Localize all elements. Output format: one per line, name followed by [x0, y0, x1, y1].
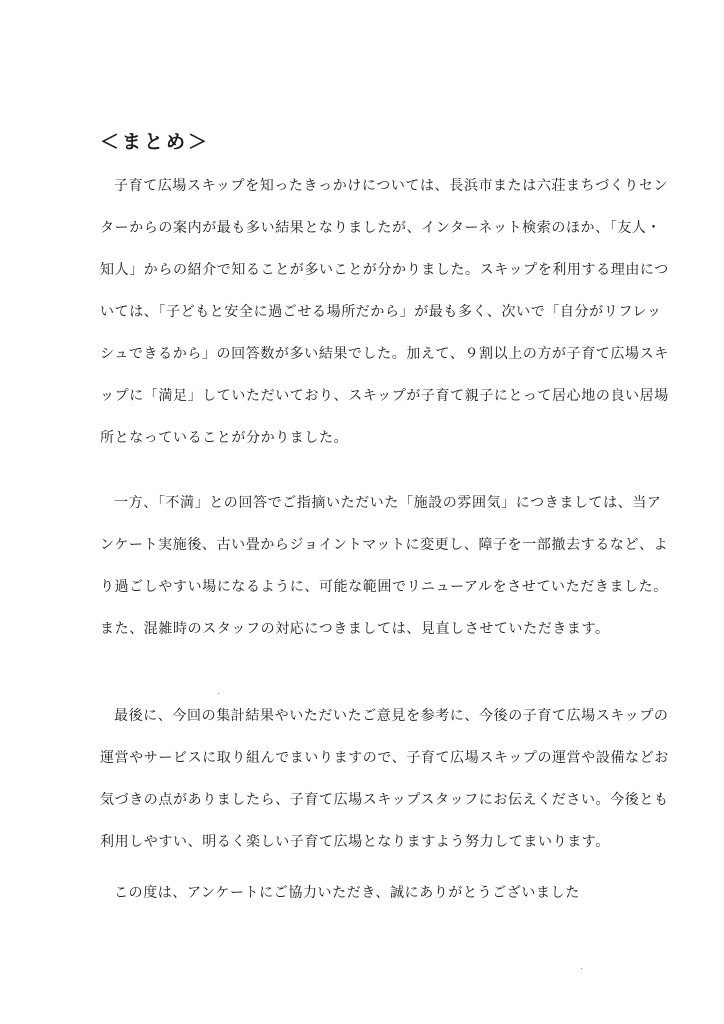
paragraph-line: 利用しやすい、明るく楽しい子育て広場となりますよう努力してまいります。 — [100, 834, 610, 850]
paragraph-line: ンケート実施後、古い畳からジョイントマットに変更し、障子を一部撤去するなど、よ — [100, 537, 669, 553]
paragraph-line: 所となっていることが分かりました。 — [100, 430, 349, 446]
paragraph-line: シュできるから」の回答数が多い結果でした。加えて、９割以上の方が子育て広場スキ — [100, 346, 669, 362]
scan-speck — [581, 968, 582, 969]
section-heading: ＜まとめ＞ — [100, 131, 211, 153]
paragraph-line: 最後に、今回の集計結果やいただいたご意見を参考に、今後の子育て広場スキップの — [114, 708, 669, 724]
paragraph-line: この度は、アンケートにご協力いただき、誠にありがとうございました — [114, 885, 580, 901]
paragraph-line: 一方、「不満」との回答でご指摘いただいた「施設の雰囲気」につきましては、当ア — [114, 495, 662, 511]
paragraph-line: 運営やサービスに取り組んでまいりますので、子育て広場スキップの運営や設備などお — [100, 750, 669, 766]
paragraph-line: り過ごしやすい場になるように、可能な範囲でリニューアルをさせていただきました。 — [100, 579, 668, 595]
paragraph-line: 知人」からの紹介で知ることが多いことが分かりました。スキップを利用する理由につ — [100, 262, 669, 278]
paragraph-line: また、混雑時のスタッフの対応につきましては、見直しさせていただきます。 — [100, 621, 610, 637]
paragraph-line: 子育て広場スキップを知ったきっかけについては、長浜市または六荘まちづくりセン — [114, 178, 669, 194]
paragraph-line: ップに「満足」していただいており、スキップが子育て親子にとって居心地の良い居場 — [100, 388, 669, 404]
scan-speck — [218, 693, 219, 694]
paragraph-line: 気づきの点がありましたら、子育て広場スキップスタッフにお伝えください。今後とも — [100, 792, 669, 808]
paragraph-line: いては、「子どもと安全に過ごせる場所だから」が最も多く、次いで「自分がリフレッ — [100, 304, 662, 320]
paragraph-line: ターからの案内が最も多い結果となりましたが、インターネット検索のほか、「友人・ — [100, 220, 662, 236]
